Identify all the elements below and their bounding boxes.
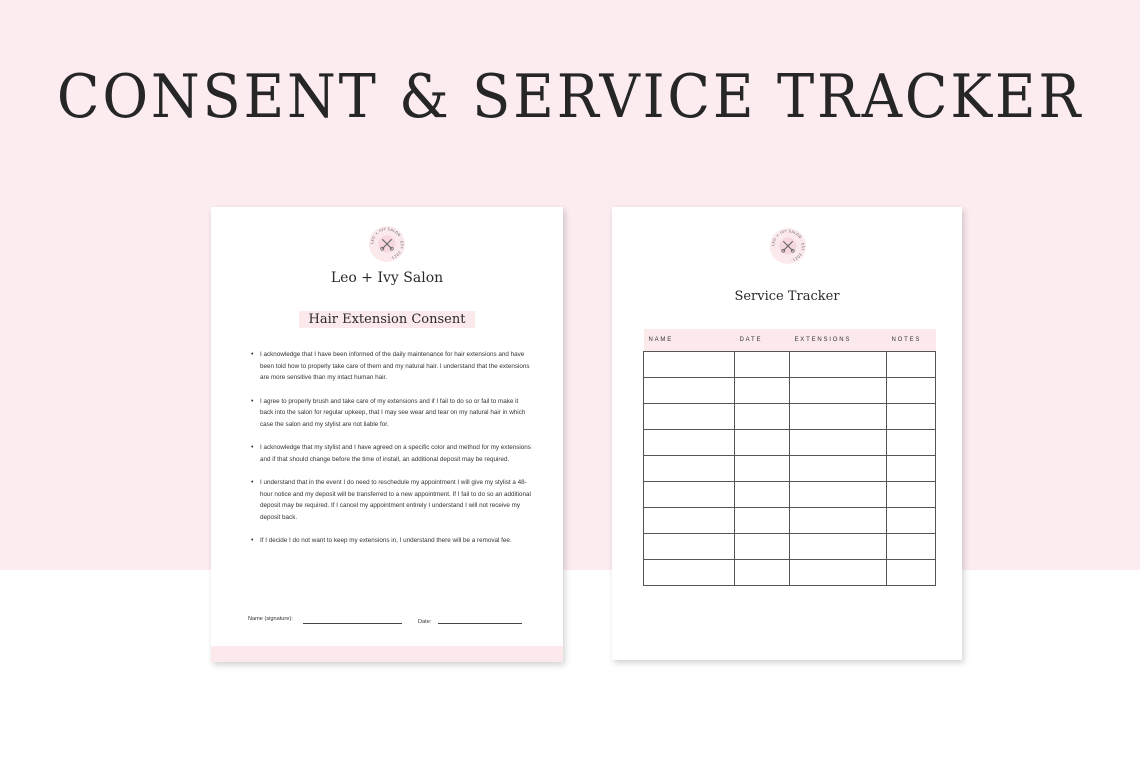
column-header-notes: NOTES [887, 329, 936, 352]
signature-label: Name (signature): [248, 616, 293, 622]
consent-form-page [211, 207, 563, 662]
table-row [644, 482, 936, 508]
column-header-date: DATE [735, 329, 790, 352]
bullet-icon: • [251, 537, 254, 544]
service-tracker-page [612, 207, 962, 660]
column-header-name: NAME [644, 329, 735, 352]
bullet-icon: • [251, 351, 254, 358]
consent-form-title: Hair Extension Consent [299, 311, 476, 328]
table-row [644, 352, 936, 378]
page-headline: CONSENT & SERVICE TRACKER [56, 62, 1084, 132]
consent-clause: • I agree to properly brush and take care of my extensions and if I fail to do so or fail to make it back into the salon for regular upkeep, that I may see wear and tear on my natural hair in which case the salon and my stylist are not liable for. [251, 397, 526, 428]
bullet-icon: • [251, 444, 254, 451]
date-line[interactable] [438, 623, 522, 624]
signature-row [248, 614, 548, 628]
consent-clause-list [251, 349, 533, 559]
bullet-icon: • [251, 479, 254, 486]
page-footer-band [211, 646, 563, 662]
date-label: Date: [418, 619, 432, 625]
consent-clause: • I acknowledge that I have been informed of the daily maintenance for hair extensions and have been told how to properly take care of them and my natural hair. I understand that the extensions are more sensitive than my intact human hair. [251, 351, 530, 381]
table-row [644, 560, 936, 586]
consent-clause: • I understand that in the event I do need to reschedule my appointment I will give my stylist a 48-hour notice and my deposit will be transferred to a new appointment. If I fail to do so an additional deposit may be required. If I cancel my appointment entirely I understand I will not receive my deposit back. [251, 479, 531, 521]
table-row [644, 508, 936, 534]
table-row [644, 430, 936, 456]
logo-ring-text: LEO + IVY SALON · EST. 2021 · [771, 229, 805, 263]
consent-clause: • If I decide I do not want to keep my extensions in, I understand there will be a removal fee. [251, 535, 533, 547]
bullet-icon: • [251, 397, 254, 405]
table-row [644, 534, 936, 560]
table-row [644, 378, 936, 404]
salon-logo-icon [368, 225, 406, 263]
logo-ring-text: LEO + IVY SALON · EST. 2021 · [370, 227, 404, 261]
table-row [644, 456, 936, 482]
tracker-title: Service Tracker [734, 289, 840, 304]
table-row [644, 404, 936, 430]
service-tracker-table [643, 329, 936, 586]
consent-clause: • I acknowledge that my stylist and I have agreed on a specific color and method for my extensions and if that should change before the time of install, an additional deposit may be required. [251, 444, 531, 463]
salon-logo-icon [769, 227, 807, 265]
column-header-extensions: EXTENSIONS [790, 329, 887, 352]
tracker-body [644, 352, 936, 586]
salon-name: Leo + Ivy Salon [330, 270, 444, 286]
signature-line[interactable] [303, 623, 402, 624]
